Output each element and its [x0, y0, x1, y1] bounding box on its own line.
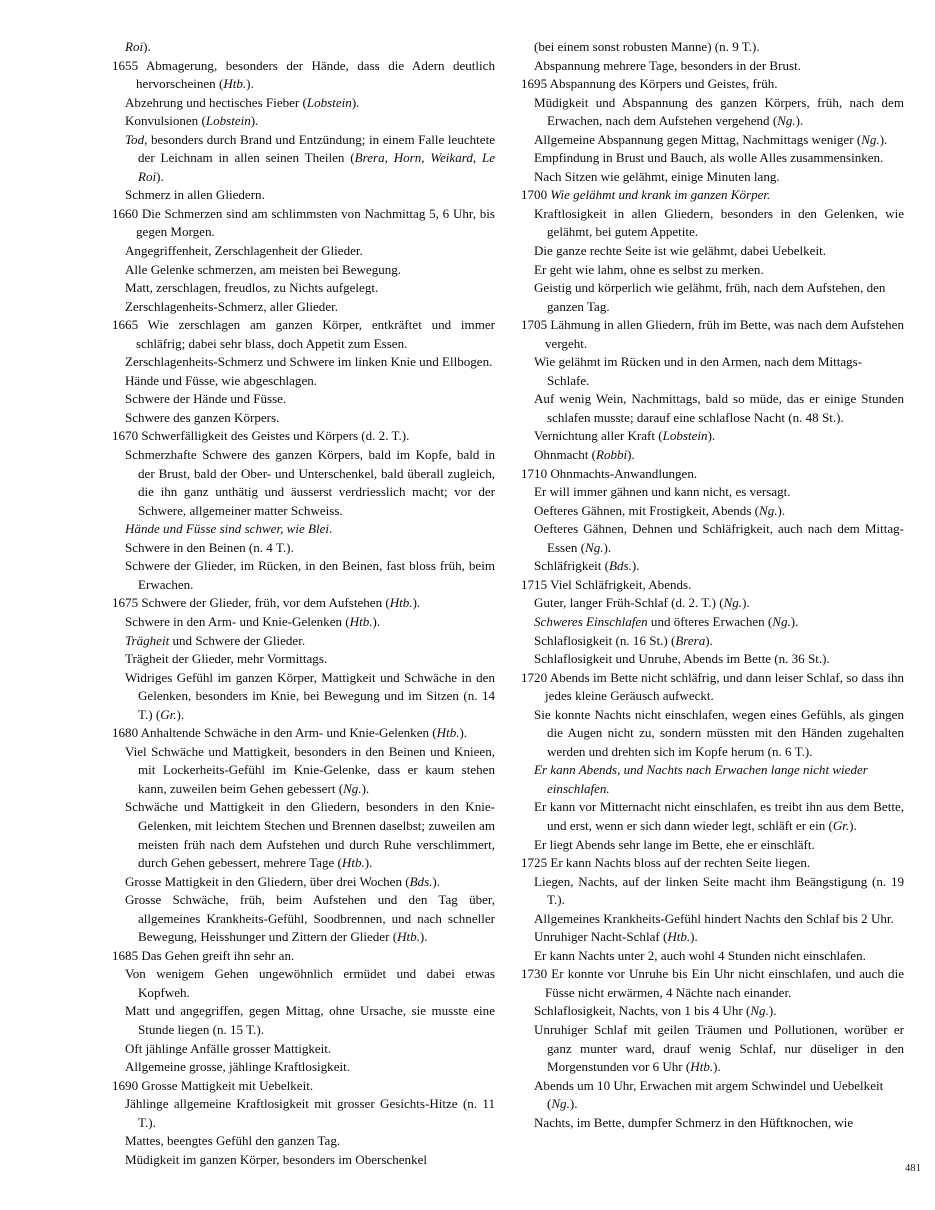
entry-1685: 1685 Das Gehen greift ihn sehr an.	[112, 947, 295, 963]
text-line: Er liegt Abends sehr lange im Bette, ehe er einschläft.	[534, 836, 815, 852]
entry-1715: 1715 Viel Schläfrigkeit, Abends.	[521, 576, 692, 592]
text-line: Müdigkeit im ganzen Körper, besonders im Oberschenkel	[125, 1151, 428, 1167]
text-line: Abzehrung und hectisches Fieber (Lobstein).	[125, 94, 360, 110]
two-column-body	[0, 38, 935, 1169]
text-line: Schwäche und Mattigkeit in den Gliedern, besonders in den Knie-Gelenken, mit leichtem Stechen und Brennen daselbst; zuweilen am meisten früh nach dem Aufstehen und durch Ruhe verschlimmert, durch Gehen gebessert, mehrere Tage (Htb.).	[125, 799, 495, 871]
text-line: Schlaflosigkeit, Nachts, von 1 bis 4 Uhr (Ng.).	[534, 1003, 777, 1019]
entry-1665: 1665 Wie zerschlagen am ganzen Körper, entkräftet und immer schläfrig; dabei sehr blass, doch Appetit zum Essen.	[112, 317, 495, 351]
text-line: Roi).	[125, 39, 151, 54]
text-line: Abends um 10 Uhr, Erwachen mit argem Schwindel und Uebelkeit (Ng.).	[534, 1077, 884, 1112]
text-line: Matt, zerschlagen, freudlos, zu Nichts aufgelegt.	[125, 280, 379, 296]
column-left	[112, 38, 495, 1169]
text-line: Jählinge allgemeine Kraftlosigkeit mit grosser Gesichts-Hitze (n. 11 T.).	[125, 1096, 495, 1130]
text-line: Wie gelähmt im Rücken und in den Armen, nach dem Mittags-Schlafe.	[534, 354, 863, 388]
text-line: Allgemeines Krankheits-Gefühl hindert Nachts den Schlaf bis 2 Uhr.	[534, 910, 894, 926]
text-line: Unruhiger Nacht-Schlaf (Htb.).	[534, 929, 698, 945]
entry-1660: 1660 Die Schmerzen sind am schlimmsten von Nachmittag 5, 6 Uhr, bis gegen Morgen.	[112, 205, 495, 240]
text-line: Empfindung in Brust und Bauch, als wolle Alles zusammensinken.	[534, 150, 884, 166]
text-line: Trägheit und Schwere der Glieder.	[125, 632, 306, 648]
text-line: Schwere der Glieder, im Rücken, in den Beinen, fast bloss früh, beim Erwachen.	[125, 558, 495, 592]
text-line: Schmerz in allen Gliedern.	[125, 187, 265, 203]
text-line: Müdigkeit und Abspannung des ganzen Körpers, früh, nach dem Erwachen, nach dem Aufstehen vergehend (Ng.).	[534, 94, 904, 129]
text-line: Schwere des ganzen Körpers.	[125, 409, 280, 425]
text-line: Nach Sitzen wie gelähmt, einige Minuten lang.	[534, 168, 780, 184]
text-line: Nachts, im Bette, dumpfer Schmerz in den Hüftknochen, wie	[534, 1114, 854, 1130]
text-line: Trägheit der Glieder, mehr Vormittags.	[125, 651, 328, 667]
text-line: Schlaflosigkeit und Unruhe, Abends im Bette (n. 36 St.).	[534, 651, 830, 667]
text-line: Ohnmacht (Robbi).	[534, 447, 635, 463]
entry-1720: 1720 Abends im Bette nicht schläfrig, und dann leiser Schlaf, so dass ihn jedes kleine Geräusch aufweckt.	[521, 669, 904, 704]
text-line: Oefteres Gähnen, mit Frostigkeit, Abends (Ng.).	[534, 502, 786, 518]
text-line: Er will immer gähnen und kann nicht, es versagt.	[534, 484, 791, 500]
entry-1700: 1700 Wie gelähmt und krank im ganzen Körper.	[521, 187, 771, 203]
text-line: Viel Schwäche und Mattigkeit, besonders in den Beinen und Knieen, mit Lockerheits-Gefühl im Knie-Gelenke, dass er kaum stehen kann, zuweilen beim Gehen gebessert (Ng.).	[125, 743, 495, 796]
text-line: Angegriffenheit, Zerschlagenheit der Glieder.	[125, 243, 363, 259]
entry-1710: 1710 Ohnmachts-Anwandlungen.	[521, 465, 698, 481]
text-line: Er kann Nachts unter 2, auch wohl 4 Stunden nicht einschlafen.	[534, 947, 866, 963]
entry-1730: 1730 Er konnte vor Unruhe bis Ein Uhr nicht einschlafen, und auch die Füsse nicht erwärmen, 4 Nächte nach einander.	[521, 966, 904, 1000]
text-line: Zerschlagenheits-Schmerz, aller Glieder.	[125, 298, 339, 314]
text-line: Matt und angegriffen, gegen Mittag, ohne Ursache, sie musste eine Stunde liegen (n. 15 T.).	[125, 1003, 495, 1037]
text-line: Schlaflosigkeit (n. 16 St.) (Brera).	[534, 632, 713, 648]
entry-1705: 1705 Lähmung in allen Gliedern, früh im Bette, was nach dem Aufstehen vergeht.	[521, 317, 904, 351]
text-line: Geistig und körperlich wie gelähmt, früh, nach dem Aufstehen, den ganzen Tag.	[534, 280, 886, 314]
text-line: Grosse Mattigkeit in den Gliedern, über drei Wochen (Bds.).	[125, 873, 441, 889]
text-line: Oft jählinge Anfälle grosser Mattigkeit.	[125, 1040, 332, 1056]
text-line: Allgemeine grosse, jählinge Kraftlosigkeit.	[125, 1059, 351, 1075]
text-line: Auf wenig Wein, Nachmittags, bald so müde, das er einige Stunden schlafen musste; darauf eine schlaflose Nacht (n. 48 St.).	[534, 391, 904, 425]
text-line: Schweres Einschlafen und öfteres Erwachen (Ng.).	[534, 613, 799, 629]
text-line: Schwere in den Beinen (n. 4 T.).	[125, 539, 294, 555]
text-line: Kraftlosigkeit in allen Gliedern, besonders in den Gelenken, wie gelähmt, bei gutem Appetite.	[534, 205, 904, 240]
text-line: Guter, langer Früh-Schlaf (d. 2. T.) (Ng.).	[534, 595, 750, 611]
text-line: Von wenigem Gehen ungewöhnlich ermüdet und dabei etwas Kopfweh.	[125, 966, 495, 1000]
entry-1670: 1670 Schwerfälligkeit des Geistes und Körpers (d. 2. T.).	[112, 428, 410, 444]
entry-1675: 1675 Schwere der Glieder, früh, vor dem Aufstehen (Htb.).	[112, 595, 421, 611]
entry-1655: 1655 Abmagerung, besonders der Hände, dass die Adern deutlich hervorscheinen (Htb.).	[112, 57, 495, 92]
text-line: Unruhiger Schlaf mit geilen Träumen und Pollutionen, worüber er ganz munter ward, drauf wenig Schlaf, nur düseliger in den Morgenstunden vor 6 Uhr (Htb.).	[534, 1021, 904, 1075]
text-line: Schmerzhafte Schwere des ganzen Körpers, bald im Kopfe, bald in der Brust, bald der Ober- und Unterschenkel, bald überall zugleich, die ihn ganz unthätig und äusserst verdriesslich macht; vor der Schwere, allgemeiner matter Schweiss.	[125, 447, 495, 518]
text-line: Hände und Füsse sind schwer, wie Blei.	[125, 521, 333, 537]
column-right	[521, 38, 904, 1169]
text-line: Abspannung mehrere Tage, besonders in der Brust.	[534, 57, 801, 73]
text-line: Schwere in den Arm- und Knie-Gelenken (Htb.).	[125, 613, 381, 629]
text-line: Schläfrigkeit (Bds.).	[534, 558, 640, 574]
text-line: Alle Gelenke schmerzen, am meisten bei Bewegung.	[125, 261, 402, 277]
text-line: Widriges Gefühl im ganzen Körper, Mattigkeit und Schwäche in den Gelenken, besonders im Knie, bei Bewegung und im Sitzen (n. 14 T.) (Gr.).	[125, 669, 495, 722]
text-line: (bei einem sonst robusten Manne) (n. 9 T.).	[534, 39, 760, 54]
text-line: Konvulsionen (Lobstein).	[125, 113, 259, 129]
entry-1725: 1725 Er kann Nachts bloss auf der rechten Seite liegen.	[521, 855, 811, 871]
entry-1690: 1690 Grosse Mattigkeit mit Uebelkeit.	[112, 1077, 314, 1093]
text-line: Grosse Schwäche, früh, beim Aufstehen und den Tag über, allgemeines Krankheits-Gefühl, Soodbrennen, und nach schneller Bewegung, Heisshunger und Zittern der Glieder (Htb.).	[125, 892, 495, 945]
text-line: Er kann Abends, und Nachts nach Erwachen lange nicht wieder einschlafen.	[534, 762, 868, 796]
text-line: Vernichtung aller Kraft (Lobstein).	[534, 428, 716, 444]
text-line: Oefteres Gähnen, Dehnen und Schläfrigkeit, auch nach dem Mittag-Essen (Ng.).	[534, 521, 904, 555]
text-line: Sie konnte Nachts nicht einschlafen, wegen eines Gefühls, als gingen die Augen nicht zu, sondern müssten mit den Händen zugehalten werden und drehten sich im Kopfe herum (n. 6 T.).	[534, 706, 904, 759]
text-line: Liegen, Nachts, auf der linken Seite macht ihm Beängstigung (n. 19 T.).	[534, 873, 904, 908]
text-line: Mattes, beengtes Gefühl den ganzen Tag.	[125, 1133, 341, 1149]
text-line: Tod, besonders durch Brand und Entzündung; in einem Falle leuchtete der Leichnam in allen seinen Theilen (Brera, Horn, Weikard, Le Roi).	[125, 131, 495, 184]
text-line: Zerschlagenheits-Schmerz und Schwere im linken Knie und Ellbogen.	[125, 354, 493, 370]
text-line: Allgemeine Abspannung gegen Mittag, Nachmittags weniger (Ng.).	[534, 131, 888, 147]
text-line: Er kann vor Mitternacht nicht einschlafen, es treibt ihn aus dem Bette, und erst, wenn er sich dann wieder legt, schläft er ein (Gr.).	[534, 799, 904, 833]
text-line: Hände und Füsse, wie abgeschlagen.	[125, 372, 318, 388]
text-line: Die ganze rechte Seite ist wie gelähmt, dabei Uebelkeit.	[534, 243, 826, 259]
text-line: Schwere der Hände und Füsse.	[125, 391, 287, 407]
text-line: Er geht wie lahm, ohne es selbst zu merken.	[534, 261, 764, 277]
entry-1680: 1680 Anhaltende Schwäche in den Arm- und Knie-Gelenken (Htb.).	[112, 725, 468, 741]
page-number: 481	[905, 1163, 921, 1174]
entry-1695: 1695 Abspannung des Körpers und Geistes, früh.	[521, 76, 778, 92]
